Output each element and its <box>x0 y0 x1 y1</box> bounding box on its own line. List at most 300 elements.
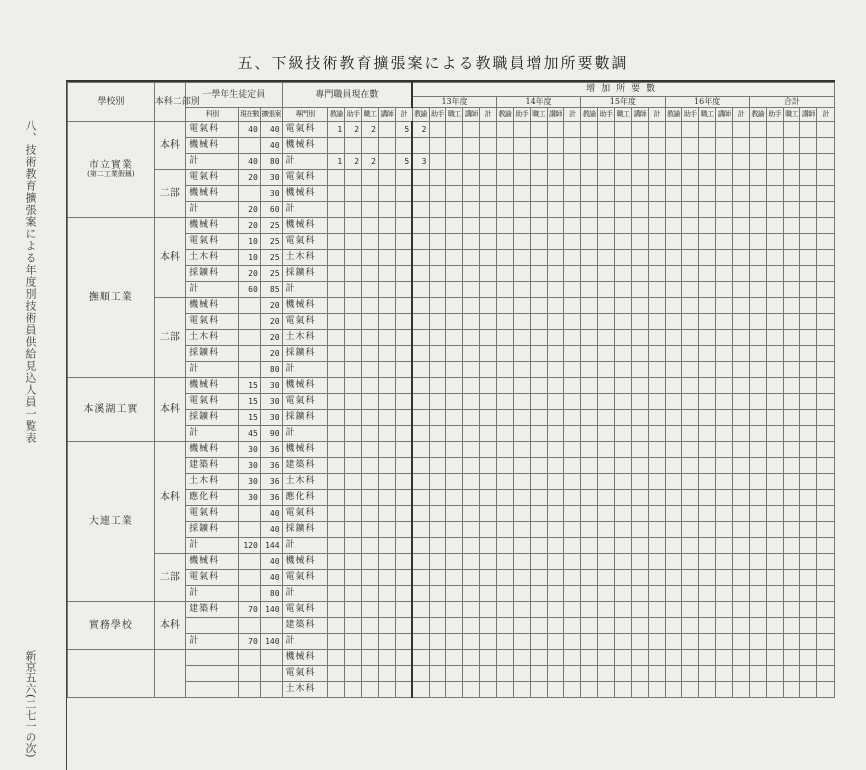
count-cell <box>581 682 598 698</box>
count-cell <box>446 330 463 346</box>
count-cell <box>682 410 699 426</box>
count-cell <box>783 570 800 586</box>
expanded-quota-cell: 60 <box>260 202 282 218</box>
count-cell <box>513 538 530 554</box>
count-cell <box>530 682 547 698</box>
count-cell <box>766 586 783 602</box>
expanded-quota-cell: 20 <box>260 314 282 330</box>
current-quota-cell: 20 <box>239 218 261 234</box>
count-cell <box>412 442 429 458</box>
count-cell <box>817 506 835 522</box>
count-cell <box>547 410 564 426</box>
count-cell <box>648 442 665 458</box>
count-cell <box>463 586 480 602</box>
current-quota-cell: 120 <box>239 538 261 554</box>
count-cell <box>446 234 463 250</box>
count-cell <box>581 538 598 554</box>
count-cell <box>429 522 446 538</box>
count-cell <box>378 346 395 362</box>
count-cell <box>328 490 345 506</box>
count-cell <box>783 618 800 634</box>
count-cell <box>328 362 345 378</box>
count-cell <box>682 154 699 170</box>
count-cell <box>463 234 480 250</box>
specialty-cell: 機械科 <box>282 138 328 154</box>
count-cell <box>412 298 429 314</box>
header-division: 本科二部別 <box>154 83 185 122</box>
count-cell <box>378 634 395 650</box>
count-cell <box>513 634 530 650</box>
count-cell <box>732 554 749 570</box>
count-cell <box>463 170 480 186</box>
specialty-cell: 電氣科 <box>282 170 328 186</box>
count-cell <box>783 250 800 266</box>
count-cell <box>429 618 446 634</box>
count-cell <box>328 506 345 522</box>
specialty-cell: 計 <box>282 362 328 378</box>
header-current-quota: 現在數 <box>239 108 261 122</box>
count-cell <box>446 506 463 522</box>
header-year: 合計 <box>749 97 834 108</box>
count-cell <box>564 442 581 458</box>
count-cell <box>614 650 631 666</box>
count-cell <box>800 666 817 682</box>
current-quota-cell: 45 <box>239 426 261 442</box>
subject-cell: 機械科 <box>186 218 239 234</box>
header-role: 職工 <box>783 108 800 122</box>
count-cell <box>783 522 800 538</box>
count-cell <box>412 330 429 346</box>
count-cell <box>716 394 733 410</box>
specialty-cell: 機械科 <box>282 554 328 570</box>
specialty-cell: 計 <box>282 426 328 442</box>
count-cell <box>699 330 716 346</box>
division-label <box>154 650 185 698</box>
school-name <box>68 218 155 378</box>
count-cell <box>665 570 682 586</box>
count-cell <box>716 554 733 570</box>
count-cell <box>732 266 749 282</box>
count-cell <box>412 682 429 698</box>
count-cell <box>732 426 749 442</box>
count-cell <box>480 522 497 538</box>
count-cell <box>614 250 631 266</box>
header-subject: 科別 <box>186 108 239 122</box>
count-cell <box>362 250 379 266</box>
count-cell <box>513 506 530 522</box>
count-cell <box>395 474 412 490</box>
count-cell <box>800 378 817 394</box>
count-cell <box>429 458 446 474</box>
count-cell <box>345 554 362 570</box>
count-cell <box>581 122 598 138</box>
count-cell <box>328 602 345 618</box>
count-cell <box>530 490 547 506</box>
count-cell <box>699 458 716 474</box>
count-cell <box>412 362 429 378</box>
count-cell <box>480 314 497 330</box>
count-cell <box>530 554 547 570</box>
count-cell <box>412 170 429 186</box>
count-cell <box>412 250 429 266</box>
count-cell <box>766 506 783 522</box>
count-cell <box>631 506 648 522</box>
count-cell <box>463 138 480 154</box>
count-cell <box>682 618 699 634</box>
count-cell <box>446 570 463 586</box>
count-cell <box>817 394 835 410</box>
count-cell <box>345 250 362 266</box>
count-cell <box>412 314 429 330</box>
count-cell <box>530 362 547 378</box>
subject-cell: 採鑛科 <box>186 346 239 362</box>
count-cell <box>716 538 733 554</box>
count-cell <box>429 362 446 378</box>
count-cell <box>345 602 362 618</box>
count-cell <box>699 474 716 490</box>
count-cell <box>328 554 345 570</box>
school-name-text: 本溪湖工實 <box>83 403 139 415</box>
count-cell <box>682 506 699 522</box>
count-cell <box>463 458 480 474</box>
table-row <box>68 442 835 458</box>
count-cell <box>345 218 362 234</box>
count-cell <box>395 554 412 570</box>
count-cell <box>345 586 362 602</box>
count-cell <box>513 122 530 138</box>
count-cell <box>598 314 615 330</box>
count-cell <box>547 138 564 154</box>
count-cell <box>581 282 598 298</box>
header-year: 14年度 <box>496 97 580 108</box>
count-cell <box>614 298 631 314</box>
count-cell <box>800 298 817 314</box>
count-cell <box>699 138 716 154</box>
count-cell <box>648 522 665 538</box>
specialty-cell: 土木科 <box>282 250 328 266</box>
count-cell <box>395 330 412 346</box>
count-cell <box>412 202 429 218</box>
header-role: 助手 <box>682 108 699 122</box>
count-cell <box>783 634 800 650</box>
count-cell <box>749 458 766 474</box>
count-cell <box>716 490 733 506</box>
count-cell <box>429 202 446 218</box>
count-cell <box>716 154 733 170</box>
count-cell <box>749 218 766 234</box>
count-cell <box>766 234 783 250</box>
count-cell <box>530 506 547 522</box>
subject-cell: 土木科 <box>186 250 239 266</box>
count-cell <box>429 122 446 138</box>
count-cell <box>800 154 817 170</box>
count-cell <box>496 554 513 570</box>
count-cell <box>378 682 395 698</box>
count-cell <box>530 234 547 250</box>
count-cell <box>631 666 648 682</box>
count-cell <box>513 314 530 330</box>
count-cell <box>800 490 817 506</box>
school-name <box>68 442 155 602</box>
count-cell <box>513 378 530 394</box>
count-cell <box>412 266 429 282</box>
count-cell <box>614 170 631 186</box>
count-cell <box>648 298 665 314</box>
count-cell <box>648 474 665 490</box>
count-cell <box>631 282 648 298</box>
count-cell <box>783 122 800 138</box>
count-cell <box>547 250 564 266</box>
count-cell <box>513 410 530 426</box>
count-cell <box>749 362 766 378</box>
count-cell <box>732 138 749 154</box>
subject-cell <box>186 618 239 634</box>
count-cell <box>800 538 817 554</box>
count-cell <box>480 474 497 490</box>
count-cell <box>631 602 648 618</box>
count-cell <box>800 618 817 634</box>
expanded-quota-cell <box>260 666 282 682</box>
count-cell <box>480 410 497 426</box>
count-cell <box>446 554 463 570</box>
count-cell <box>463 186 480 202</box>
count-cell <box>648 186 665 202</box>
count-cell <box>496 618 513 634</box>
count-cell <box>362 378 379 394</box>
count-cell <box>783 410 800 426</box>
count-cell <box>598 202 615 218</box>
count-cell <box>631 570 648 586</box>
expanded-quota-cell: 36 <box>260 442 282 458</box>
count-cell <box>328 586 345 602</box>
count-cell <box>800 426 817 442</box>
count-cell <box>716 634 733 650</box>
count-cell <box>766 426 783 442</box>
count-cell <box>547 394 564 410</box>
count-cell <box>429 570 446 586</box>
count-cell <box>614 634 631 650</box>
count-cell <box>614 314 631 330</box>
count-cell <box>665 378 682 394</box>
current-quota-cell: 30 <box>239 442 261 458</box>
expanded-quota-cell: 40 <box>260 122 282 138</box>
count-cell <box>345 426 362 442</box>
specialty-cell: 採鑛科 <box>282 410 328 426</box>
count-cell <box>783 234 800 250</box>
count-cell <box>395 266 412 282</box>
count-cell <box>463 218 480 234</box>
count-cell <box>564 138 581 154</box>
count-cell <box>631 458 648 474</box>
count-cell <box>749 122 766 138</box>
count-cell <box>496 666 513 682</box>
division-label: 本科 <box>154 378 185 442</box>
count-cell <box>395 234 412 250</box>
subject-cell <box>186 650 239 666</box>
count-cell <box>614 474 631 490</box>
count-cell <box>614 362 631 378</box>
count-cell <box>614 570 631 586</box>
count-cell <box>581 570 598 586</box>
count-cell <box>665 618 682 634</box>
count-cell <box>716 138 733 154</box>
count-cell <box>496 346 513 362</box>
count-cell <box>463 282 480 298</box>
count-cell <box>463 682 480 698</box>
subject-cell: 機械科 <box>186 138 239 154</box>
current-quota-cell: 40 <box>239 122 261 138</box>
count-cell <box>463 570 480 586</box>
count-cell <box>800 506 817 522</box>
count-cell <box>598 506 615 522</box>
header-row-1 <box>68 83 835 97</box>
count-cell <box>496 330 513 346</box>
count-cell <box>766 650 783 666</box>
count-cell <box>699 202 716 218</box>
subject-cell: 計 <box>186 362 239 378</box>
count-cell <box>547 490 564 506</box>
count-cell <box>800 410 817 426</box>
count-cell <box>463 650 480 666</box>
count-cell <box>682 490 699 506</box>
count-cell <box>395 282 412 298</box>
count-cell <box>429 234 446 250</box>
count-cell <box>429 586 446 602</box>
count-cell <box>598 650 615 666</box>
division-label: 本科 <box>154 218 185 298</box>
subject-cell: 應化科 <box>186 490 239 506</box>
count-cell <box>395 634 412 650</box>
count-cell <box>328 234 345 250</box>
page-number: 新京五六(二七一の次) <box>24 650 37 758</box>
count-cell <box>817 346 835 362</box>
count-cell <box>631 490 648 506</box>
count-cell <box>766 346 783 362</box>
count-cell <box>513 170 530 186</box>
count-cell <box>547 570 564 586</box>
count-cell <box>783 138 800 154</box>
count-cell <box>732 362 749 378</box>
count-cell <box>648 682 665 698</box>
count-cell <box>766 490 783 506</box>
count-cell <box>463 154 480 170</box>
count-cell <box>530 282 547 298</box>
current-quota-cell: 15 <box>239 410 261 426</box>
count-cell <box>682 362 699 378</box>
current-quota-cell: 30 <box>239 474 261 490</box>
count-cell <box>614 618 631 634</box>
count-cell <box>581 426 598 442</box>
count-cell <box>378 554 395 570</box>
count-cell <box>732 650 749 666</box>
count-cell <box>581 650 598 666</box>
count-cell <box>749 490 766 506</box>
count-cell <box>581 618 598 634</box>
count-cell <box>783 314 800 330</box>
count-cell <box>598 442 615 458</box>
current-quota-cell <box>239 330 261 346</box>
count-cell <box>378 490 395 506</box>
count-cell <box>716 570 733 586</box>
count-cell <box>530 650 547 666</box>
count-cell <box>699 682 716 698</box>
count-cell <box>362 474 379 490</box>
count-cell <box>749 682 766 698</box>
count-cell <box>446 538 463 554</box>
count-cell <box>513 666 530 682</box>
count-cell <box>749 378 766 394</box>
count-cell <box>564 154 581 170</box>
count-cell <box>362 682 379 698</box>
count-cell <box>564 362 581 378</box>
count-cell <box>446 682 463 698</box>
count-cell <box>564 618 581 634</box>
count-cell <box>547 122 564 138</box>
count-cell <box>783 426 800 442</box>
count-cell <box>513 154 530 170</box>
count-cell <box>648 330 665 346</box>
count-cell <box>362 426 379 442</box>
division-label: 二部 <box>154 170 185 218</box>
count-cell <box>378 394 395 410</box>
count-cell <box>581 218 598 234</box>
count-cell <box>648 170 665 186</box>
count-cell <box>564 666 581 682</box>
header-role: 教諭 <box>412 108 429 122</box>
count-cell <box>783 154 800 170</box>
count-cell <box>682 298 699 314</box>
count-cell <box>699 154 716 170</box>
count-cell <box>682 442 699 458</box>
count-cell <box>581 506 598 522</box>
count-cell <box>429 138 446 154</box>
count-cell <box>362 234 379 250</box>
count-cell <box>749 410 766 426</box>
count-cell <box>581 298 598 314</box>
count-cell <box>817 538 835 554</box>
count-cell <box>378 170 395 186</box>
count-cell <box>716 442 733 458</box>
header-school: 學校別 <box>68 83 155 122</box>
count-cell <box>395 506 412 522</box>
count-cell <box>614 426 631 442</box>
count-cell <box>581 378 598 394</box>
division-label: 本科 <box>154 122 185 170</box>
count-cell <box>412 666 429 682</box>
count-cell <box>480 458 497 474</box>
count-cell <box>817 618 835 634</box>
count-cell <box>699 522 716 538</box>
count-cell <box>564 218 581 234</box>
count-cell <box>378 250 395 266</box>
count-cell <box>631 138 648 154</box>
count-cell <box>699 538 716 554</box>
school-name-text: 實務學校 <box>88 619 133 631</box>
expanded-quota-cell: 30 <box>260 378 282 394</box>
count-cell <box>749 618 766 634</box>
header-current-staff: 專門職員現在數 <box>282 83 412 108</box>
count-cell <box>732 122 749 138</box>
header-role: 計 <box>480 108 497 122</box>
count-cell <box>412 346 429 362</box>
count-cell <box>665 314 682 330</box>
count-cell <box>817 138 835 154</box>
count-cell <box>682 570 699 586</box>
count-cell <box>817 330 835 346</box>
count-cell <box>614 554 631 570</box>
count-cell <box>766 282 783 298</box>
count-cell <box>564 250 581 266</box>
